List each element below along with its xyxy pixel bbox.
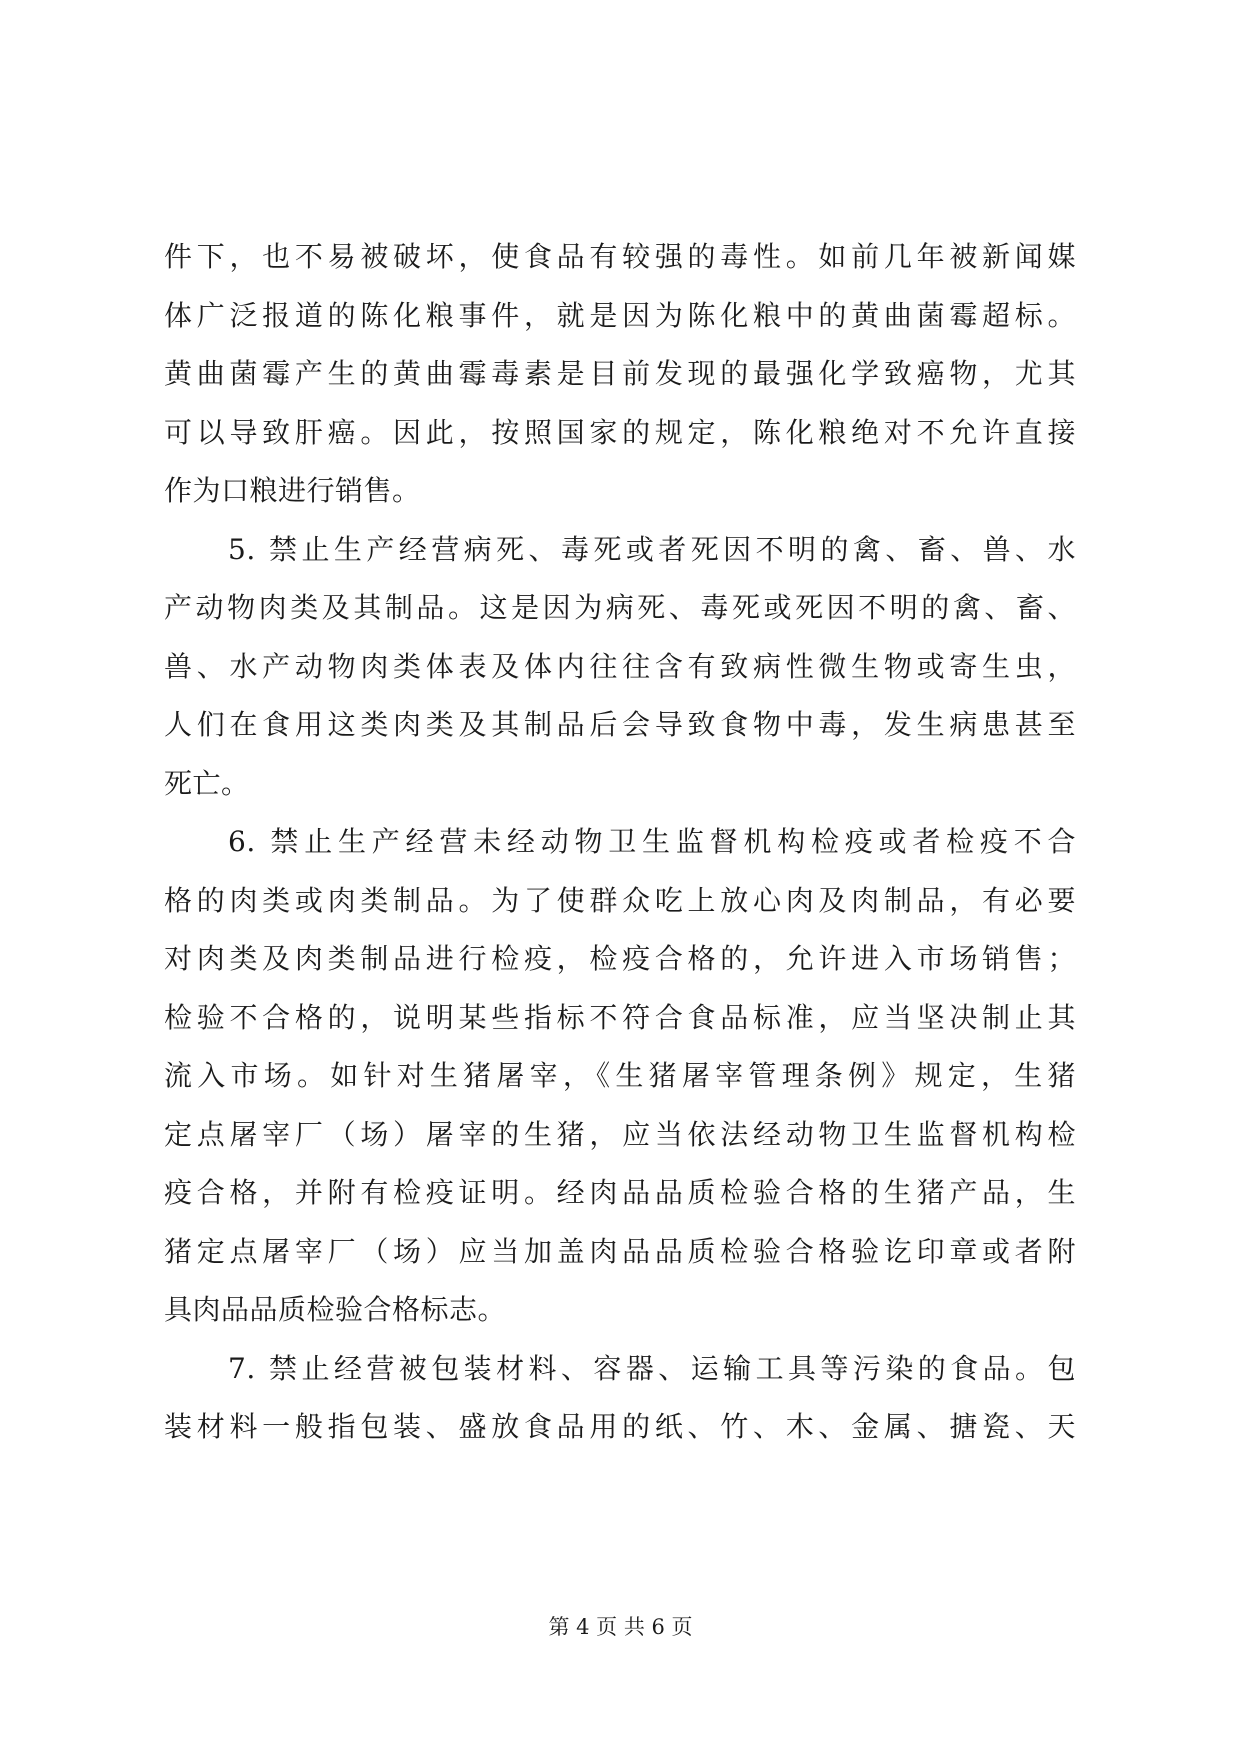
text-line: 具肉品品质检验合格标志。 <box>164 1293 507 1326</box>
page-footer: 第 4 页 共 6 页 <box>548 1615 693 1639</box>
text-line: 对肉类及肉类制品进行检疫，检疫合格的，允许进入市场销售； <box>164 942 1076 975</box>
text-line: 定点屠宰厂（场）屠宰的生猪，应当依法经动物卫生监督机构检 <box>164 1117 1076 1151</box>
text-line: 7. 禁止经营被包装材料、容器、运输工具等污染的食品。包 <box>228 1351 1076 1385</box>
paragraph <box>164 228 1076 521</box>
text-line: 人们在食用这类肉类及其制品后会导致食物中毒，发生病患甚至 <box>164 708 1076 741</box>
text-line: 死亡。 <box>164 766 250 800</box>
text-line: 件下，也不易被破坏，使食品有较强的毒性。如前几年被新闻媒 <box>164 240 1076 273</box>
text-line: 体广泛报道的陈化粮事件，就是因为陈化粮中的黄曲菌霉超标。 <box>164 298 1076 332</box>
text-line: 格的肉类或肉类制品。为了使群众吃上放心肉及肉制品，有必要 <box>164 883 1076 917</box>
text-line: 作为口粮进行销售。 <box>164 474 421 507</box>
paragraph <box>164 521 1076 814</box>
text-line: 兽、水产动物肉类体表及体内往往含有致病性微生物或寄生虫， <box>164 649 1076 683</box>
text-line: 装材料一般指包装、盛放食品用的纸、竹、木、金属、搪瓷、天 <box>164 1410 1076 1443</box>
text-line: 6. 禁止生产经营未经动物卫生监督机构检疫或者检疫不合 <box>228 825 1076 858</box>
body-text <box>164 228 1076 1457</box>
text-line: 5. 禁止生产经营病死、毒死或者死因不明的禽、畜、兽、水 <box>228 532 1076 566</box>
text-line: 黄曲菌霉产生的黄曲霉毒素是目前发现的最强化学致癌物，尤其 <box>164 357 1076 390</box>
text-line: 流入市场。如针对生猪屠宰，《生猪屠宰管理条例》规定，生猪 <box>164 1059 1076 1092</box>
text-line: 产动物肉类及其制品。这是因为病死、毒死或死因不明的禽、畜、 <box>164 591 1076 624</box>
text-line: 猪定点屠宰厂（场）应当加盖肉品品质检验合格验讫印章或者附 <box>164 1234 1076 1268</box>
text-line: 检验不合格的，说明某些指标不符合食品标准，应当坚决制止其 <box>164 1000 1076 1034</box>
paragraph <box>164 1340 1076 1457</box>
text-line: 疫合格，并附有检疫证明。经肉品品质检验合格的生猪产品，生 <box>164 1176 1076 1209</box>
text-line: 可以导致肝癌。因此，按照国家的规定，陈化粮绝对不允许直接 <box>164 415 1076 449</box>
paragraph <box>164 813 1076 1340</box>
